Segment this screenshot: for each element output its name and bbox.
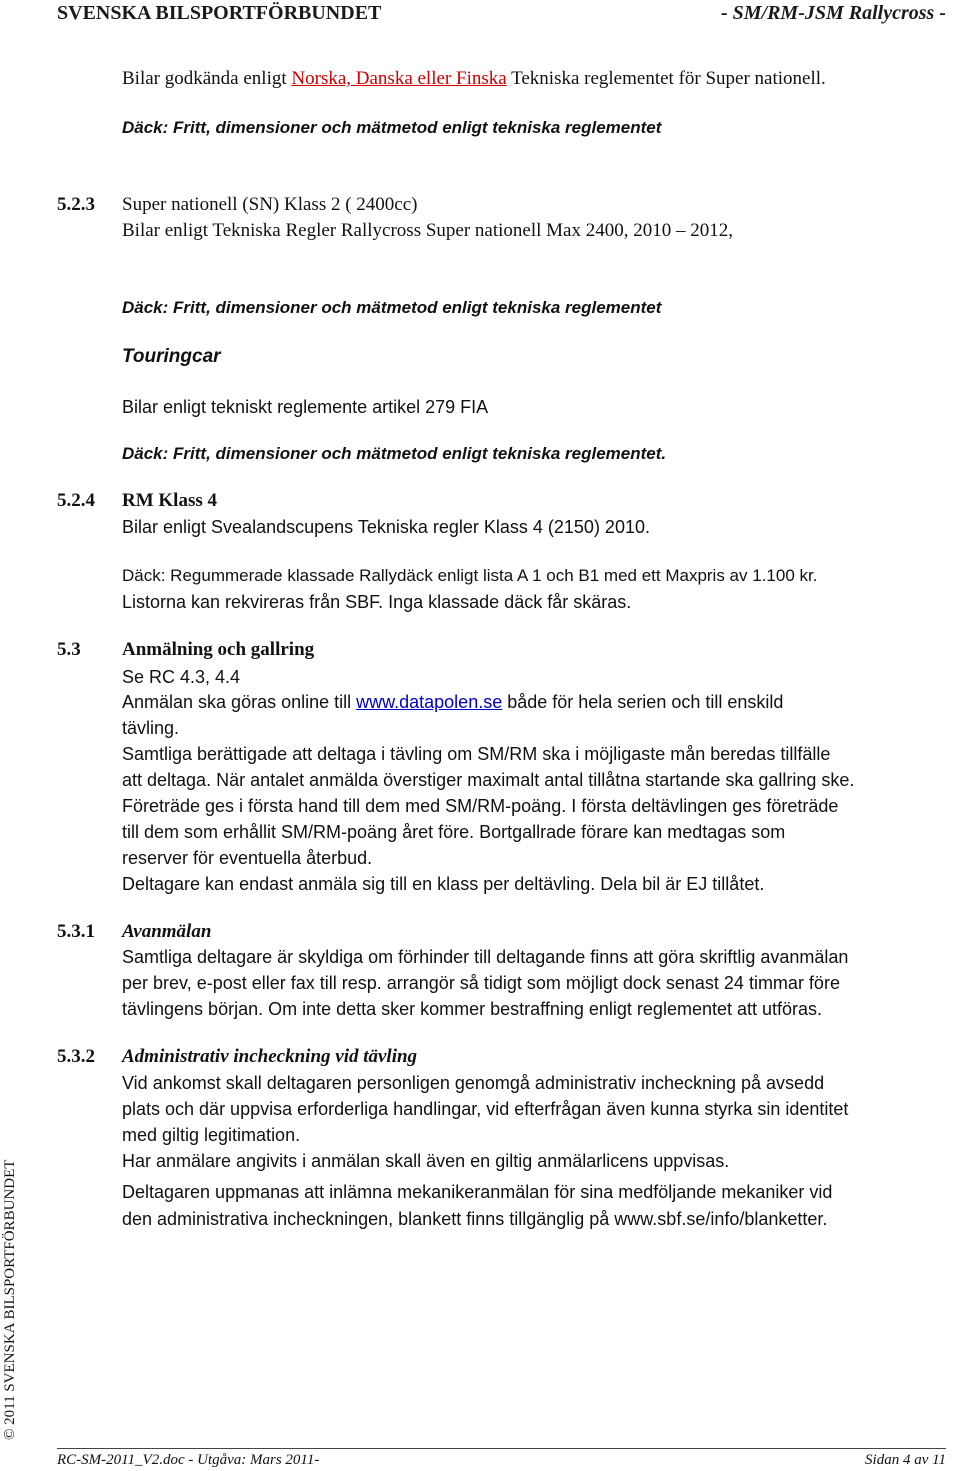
body-line: Bilar enligt tekniskt reglemente artikel 279 FIA <box>122 397 489 417</box>
body-line: Har anmälare angivits i anmälan skall även en giltig anmälarlicens uppvisas. <box>122 1151 730 1171</box>
body-line: reserver för eventuella återbud. <box>122 848 373 868</box>
body-line: plats och där uppvisa erforderliga handlingar, vid efterfrågan även kunna styrka sin identitet <box>122 1099 849 1119</box>
body-line: Se RC 4.3, 4.4 <box>122 667 241 687</box>
countries-link[interactable]: Norska, Danska eller Finska <box>291 68 507 89</box>
footer-filename: RC-SM-2011_V2.doc - Utgåva: Mars 2011- <box>57 1452 320 1468</box>
body-line: Bilar enligt Tekniska Regler Rallycross Super nationell Max 2400, 2010 – 2012, <box>122 220 733 241</box>
tyres-note: Däck: Regummerade klassade Rallydäck enligt lista A 1 och B1 med ett Maxpris av 1.100 kr. <box>122 566 818 585</box>
body-line: Bilar enligt Svealandscupens Tekniska regler Klass 4 (2150) 2010. <box>122 517 650 537</box>
online-line <box>122 691 783 713</box>
tyres-note: Däck: Fritt, dimensioner och mätmetod enligt tekniska reglementet <box>122 298 662 317</box>
body-line: den administrativa incheckningen, blankett finns tillgänglig på www.sbf.se/info/blanketter. <box>122 1209 828 1229</box>
body-line: att deltaga. När antalet anmälda överstiger maximalt antal tillåtna startande ska gallring ske. <box>122 770 855 790</box>
body-line: Vid ankomst skall deltagaren personligen genomgå administrativ incheckning på avsedd <box>122 1073 825 1093</box>
touringcar-title: Touringcar <box>122 346 221 367</box>
body-line: Listorna kan rekvireras från SBF. Inga klassade däck får skäras. <box>122 592 632 612</box>
tyres-note: Däck: Fritt, dimensioner och mätmetod enligt tekniska reglementet <box>122 118 662 137</box>
body-line: Samtliga deltagare är skyldiga om förhinder till deltagande finns att göra skriftlig avanmälan <box>122 947 849 967</box>
body-line: per brev, e-post eller fax till resp. arrangör så tidigt som möjligt dock senast 24 timmar före <box>122 973 840 993</box>
header-series: - SM/RM-JSM Rallycross - <box>720 2 946 24</box>
line-text: både för hela serien och till enskild <box>502 692 784 712</box>
body-line: med giltig legitimation. <box>122 1125 301 1145</box>
section-number: 5.2.4 <box>57 490 95 511</box>
section-title: RM Klass 4 <box>122 490 217 511</box>
section-title: Avanmälan <box>122 921 212 942</box>
body-line: Deltagare kan endast anmäla sig till en klass per deltävling. Dela bil är EJ tillåtet. <box>122 874 765 894</box>
footer-divider <box>57 1448 946 1449</box>
super-nationell-line <box>122 68 826 90</box>
section-number: 5.3 <box>57 639 81 660</box>
body-line: Deltagaren uppmanas att inlämna mekanikeranmälan för sina medföljande mekaniker vid <box>122 1182 833 1202</box>
body-line: Företräde ges i första hand till dem med SM/RM-poäng. I första deltävlingen ges företräde <box>122 796 839 816</box>
body-line: tävlingens början. Om inte detta sker kommer bestraffning enligt reglementet att utföras. <box>122 999 823 1019</box>
section-number: 5.2.3 <box>57 194 95 215</box>
body-line: tävling. <box>122 718 180 738</box>
line-text: Tekniska reglementet för Super nationell. <box>506 68 826 89</box>
body-line: till dem som erhållit SM/RM-poäng året före. Bortgallrade förare kan medtagas som <box>122 822 786 842</box>
side-copyright: © 2011 SVENSKA BILSPORTFÖRBUNDET <box>2 1159 18 1440</box>
section-title: Administrativ incheckning vid tävling <box>122 1046 418 1067</box>
section-number: 5.3.2 <box>57 1046 95 1067</box>
tyres-note: Däck: Fritt, dimensioner och mätmetod enligt tekniska reglementet. <box>122 444 667 463</box>
section-title: Anmälning och gallring <box>122 639 315 660</box>
section-title: Super nationell (SN) Klass 2 ( 2400cc) <box>122 194 418 215</box>
footer-page-number: Sidan 4 av 11 <box>865 1452 946 1468</box>
line-text: Bilar godkända enligt <box>122 68 292 89</box>
line-text: Anmälan ska göras online till <box>122 692 357 712</box>
section-number: 5.3.1 <box>57 921 95 942</box>
datapolen-link[interactable]: www.datapolen.se <box>356 692 503 712</box>
body-line: Samtliga berättigade att deltaga i tävling om SM/RM ska i möjligaste mån beredas tillfälle <box>122 744 831 764</box>
header-org: SVENSKA BILSPORTFÖRBUNDET <box>57 2 382 24</box>
